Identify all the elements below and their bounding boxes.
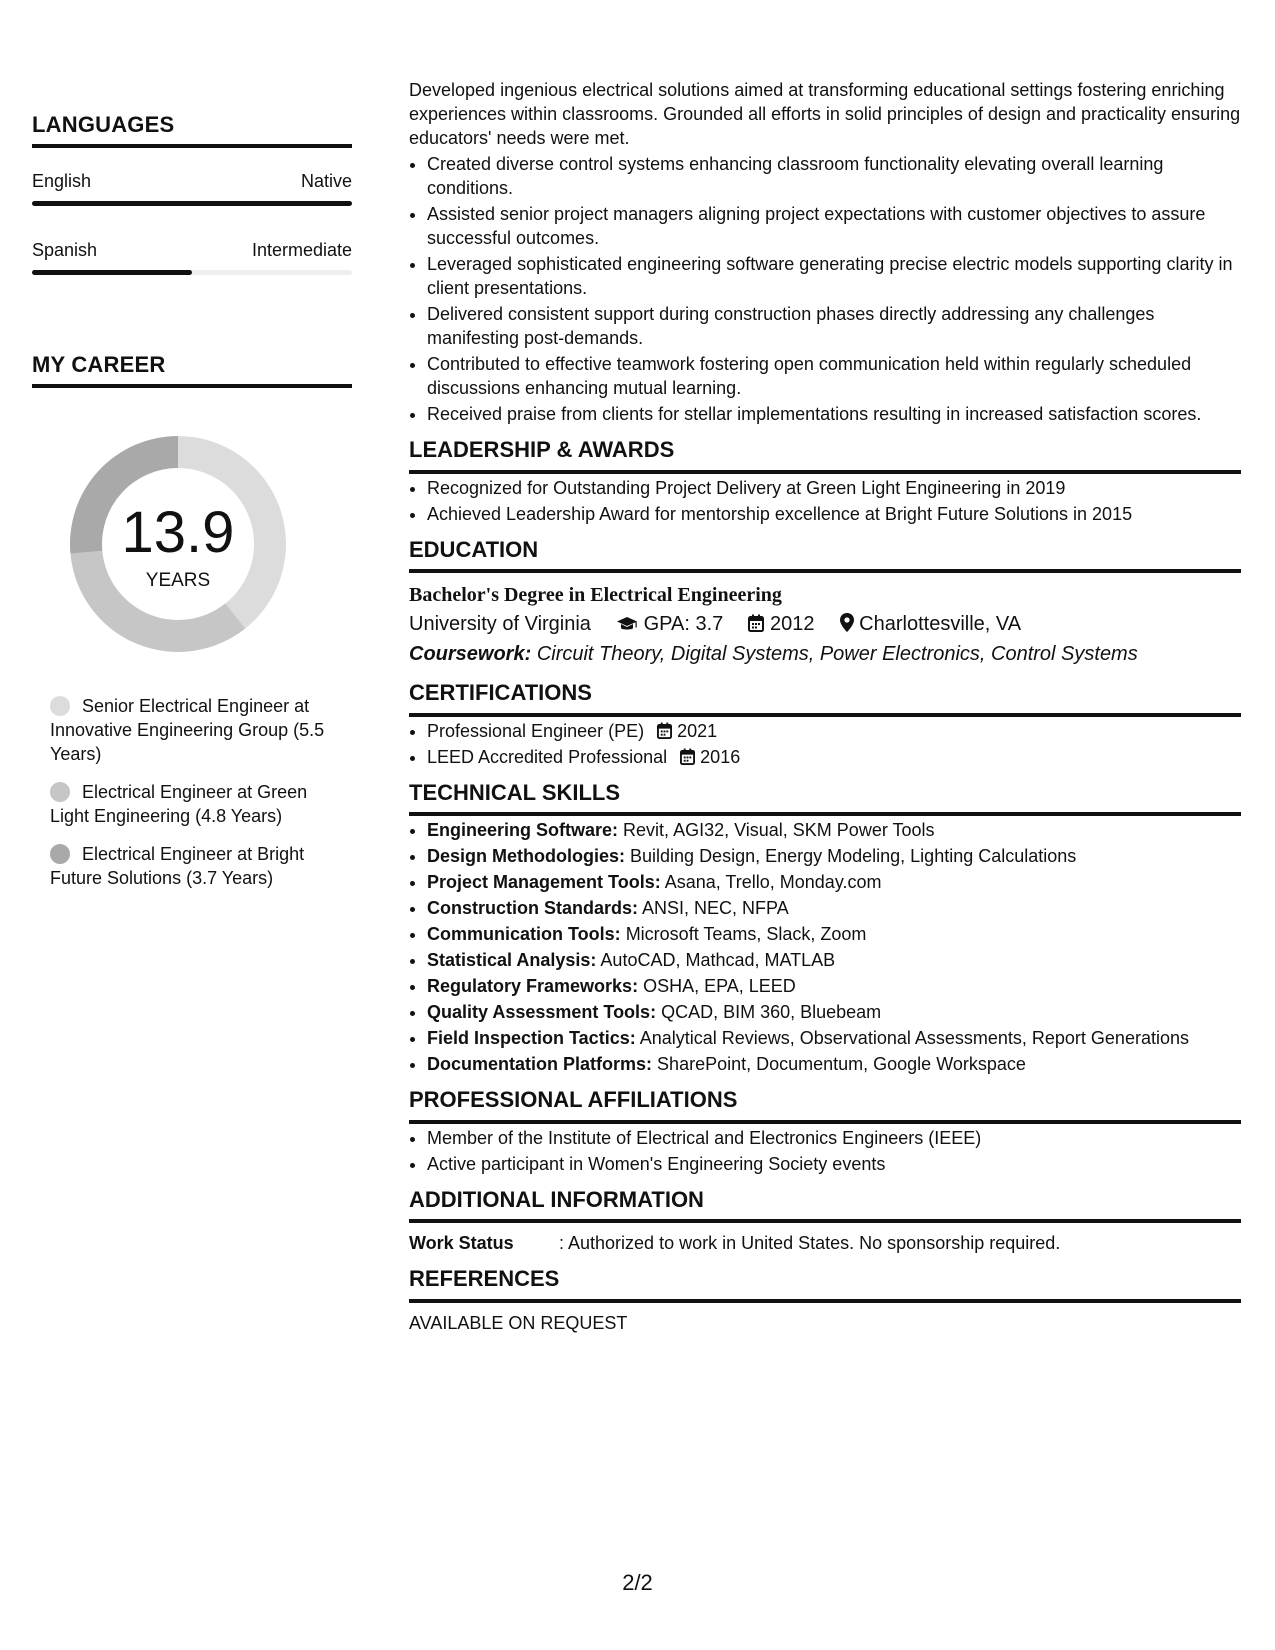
leadership-title: LEADERSHIP & AWARDS	[409, 436, 1241, 474]
references-section	[409, 1265, 1241, 1335]
skill-label: Construction Standards:	[427, 898, 639, 918]
skill-value: Analytical Reviews, Observational Assessments, Report Generations	[639, 1028, 1189, 1048]
list-item	[427, 818, 1241, 842]
main-content	[409, 78, 1241, 1335]
skill-label: Project Management Tools:	[427, 872, 661, 892]
certification-year: 2021	[677, 720, 718, 741]
gpa: GPA: 3.7	[643, 613, 724, 635]
certification-name: Professional Engineer (PE)	[427, 720, 645, 741]
skill-value: Asana, Trello, Monday.com	[664, 872, 882, 892]
list-item: • Achieved Leadership Award for mentorship excellence at Bright Future Solutions in 2015	[427, 502, 1241, 526]
skill-value: OSHA, EPA, LEED	[643, 976, 796, 996]
legend-item	[50, 694, 350, 766]
language-proficiency-fill	[32, 270, 192, 275]
school-name: University of Virginia	[409, 613, 591, 635]
skill-label: Documentation Platforms:	[427, 1054, 653, 1074]
career-donut-chart	[66, 432, 290, 656]
list-item: • Created diverse control systems enhancing classroom functionality elevating overall learning conditions.	[427, 152, 1241, 200]
list-item: • Assisted senior project managers aligning project expectations with customer objectives to assure successful outcomes.	[427, 202, 1241, 250]
list-item	[427, 896, 1241, 920]
leadership-list	[409, 476, 1241, 526]
calendar-icon	[680, 747, 700, 767]
skill-label: Statistical Analysis:	[427, 950, 597, 970]
legend-label: Electrical Engineer at Bright Future Solutions (3.7 Years)	[50, 844, 305, 888]
skills-title: TECHNICAL SKILLS	[409, 779, 1241, 817]
experience-intro: Developed ingenious electrical solutions aimed at transforming educational settings fostering enriching experiences within classrooms. Grounded all efforts in solid principles of design and practicality ensuring educators' needs were met.	[409, 80, 1241, 148]
language-proficiency-fill	[32, 201, 352, 206]
list-item	[427, 922, 1241, 946]
certifications-list	[409, 719, 1241, 769]
coursework-list: Circuit Theory, Digital Systems, Power Electronics, Control Systems	[536, 643, 1138, 665]
list-item: • Delivered consistent support during construction phases directly addressing any challenges manifesting post-demands.	[427, 302, 1241, 350]
list-item	[427, 1000, 1241, 1024]
skills-section	[409, 779, 1241, 1077]
list-item: • Received praise from clients for stellar implementations resulting in increased satisfaction scores.	[427, 402, 1241, 426]
skill-label: Design Methodologies:	[427, 846, 625, 866]
list-item	[427, 948, 1241, 972]
legend-dot-icon	[50, 844, 70, 864]
language-level: Native	[300, 171, 352, 191]
legend-item	[50, 780, 350, 828]
additional-title: ADDITIONAL INFORMATION	[409, 1186, 1241, 1224]
legend-label: Electrical Engineer at Green Light Engineering (4.8 Years)	[50, 782, 308, 826]
skill-value: Microsoft Teams, Slack, Zoom	[625, 924, 867, 944]
page-number: 2/2	[622, 1570, 653, 1595]
skill-value: QCAD, BIM 360, Bluebeam	[661, 1002, 882, 1022]
certifications-section	[409, 679, 1241, 769]
list-item	[427, 1052, 1241, 1076]
leadership-section	[409, 436, 1241, 526]
list-item: • Contributed to effective teamwork fostering open communication held within regularly scheduled discussions enhancing mutual learning.	[427, 352, 1241, 400]
education-section	[409, 536, 1241, 670]
skills-list	[409, 818, 1241, 1076]
map-pin-icon	[840, 613, 860, 635]
affiliations-title: PROFESSIONAL AFFILIATIONS	[409, 1086, 1241, 1124]
languages-title: LANGUAGES	[32, 112, 352, 148]
legend-dot-icon	[50, 782, 70, 802]
school-location: Charlottesville, VA	[859, 613, 1022, 635]
language-name: English	[32, 171, 92, 191]
career-years-unit: YEARS	[145, 570, 211, 591]
education-title: EDUCATION	[409, 536, 1241, 574]
coursework-label: Coursework:	[409, 643, 532, 665]
coursework	[409, 639, 1241, 669]
work-status-row	[409, 1231, 1241, 1255]
list-item	[427, 844, 1241, 868]
skill-value: AutoCAD, Mathcad, MATLAB	[600, 950, 836, 970]
skill-value: Revit, AGI32, Visual, SKM Power Tools	[623, 820, 935, 840]
calendar-icon	[657, 721, 677, 741]
work-status-label: Work Status	[409, 1233, 514, 1253]
language-proficiency-bar	[32, 270, 352, 275]
donut-center	[66, 432, 290, 656]
affiliations-section	[409, 1086, 1241, 1176]
language-name: Spanish	[32, 240, 98, 260]
legend-dot-icon	[50, 696, 70, 716]
certification-name: LEED Accredited Professional	[427, 746, 668, 767]
certifications-title: CERTIFICATIONS	[409, 679, 1241, 717]
graduation-cap-icon	[616, 613, 644, 635]
affiliations-list	[409, 1126, 1241, 1176]
skill-label: Quality Assessment Tools:	[427, 1002, 657, 1022]
list-item: • Active participant in Women's Engineering Society events	[427, 1152, 1241, 1176]
experience-bullets	[409, 152, 1241, 426]
references-text: AVAILABLE ON REQUEST	[409, 1312, 628, 1333]
list-item	[427, 745, 1241, 769]
list-item: • Recognized for Outstanding Project Delivery at Green Light Engineering in 2019	[427, 476, 1241, 500]
degree-name: Bachelor's Degree in Electrical Engineering	[409, 584, 782, 606]
list-item	[427, 974, 1241, 998]
language-level: Intermediate	[251, 240, 352, 260]
list-item	[427, 870, 1241, 894]
education-details	[409, 609, 1241, 639]
career-total-years: 13.9	[121, 500, 235, 565]
calendar-icon	[748, 613, 770, 635]
references-title: REFERENCES	[409, 1265, 1241, 1303]
additional-section	[409, 1186, 1241, 1256]
career-legend	[50, 694, 350, 904]
list-item: • Leveraged sophisticated engineering software generating precise electric models supporting clarity in client presentations.	[427, 252, 1241, 300]
list-item: • Member of the Institute of Electrical and Electronics Engineers (IEEE)	[427, 1126, 1241, 1150]
legend-label: Senior Electrical Engineer at Innovative Engineering Group (5.5 Years)	[50, 696, 325, 764]
language-proficiency-bar	[32, 201, 352, 206]
skill-value: ANSI, NEC, NFPA	[642, 898, 789, 918]
skill-value: Building Design, Energy Modeling, Lighting Calculations	[630, 846, 1077, 866]
career-title: MY CAREER	[32, 352, 352, 388]
certification-year: 2016	[700, 746, 741, 767]
skill-label: Engineering Software:	[427, 820, 619, 840]
work-status-value: : Authorized to work in United States. No sponsorship required.	[559, 1233, 1061, 1253]
skill-label: Field Inspection Tactics:	[427, 1028, 636, 1048]
graduation-year: 2012	[769, 613, 815, 635]
list-item	[427, 719, 1241, 743]
list-item	[427, 1026, 1241, 1050]
skill-value: SharePoint, Documentum, Google Workspace	[657, 1054, 1026, 1074]
legend-item	[50, 842, 350, 890]
skill-label: Communication Tools:	[427, 924, 621, 944]
skill-label: Regulatory Frameworks:	[427, 976, 639, 996]
